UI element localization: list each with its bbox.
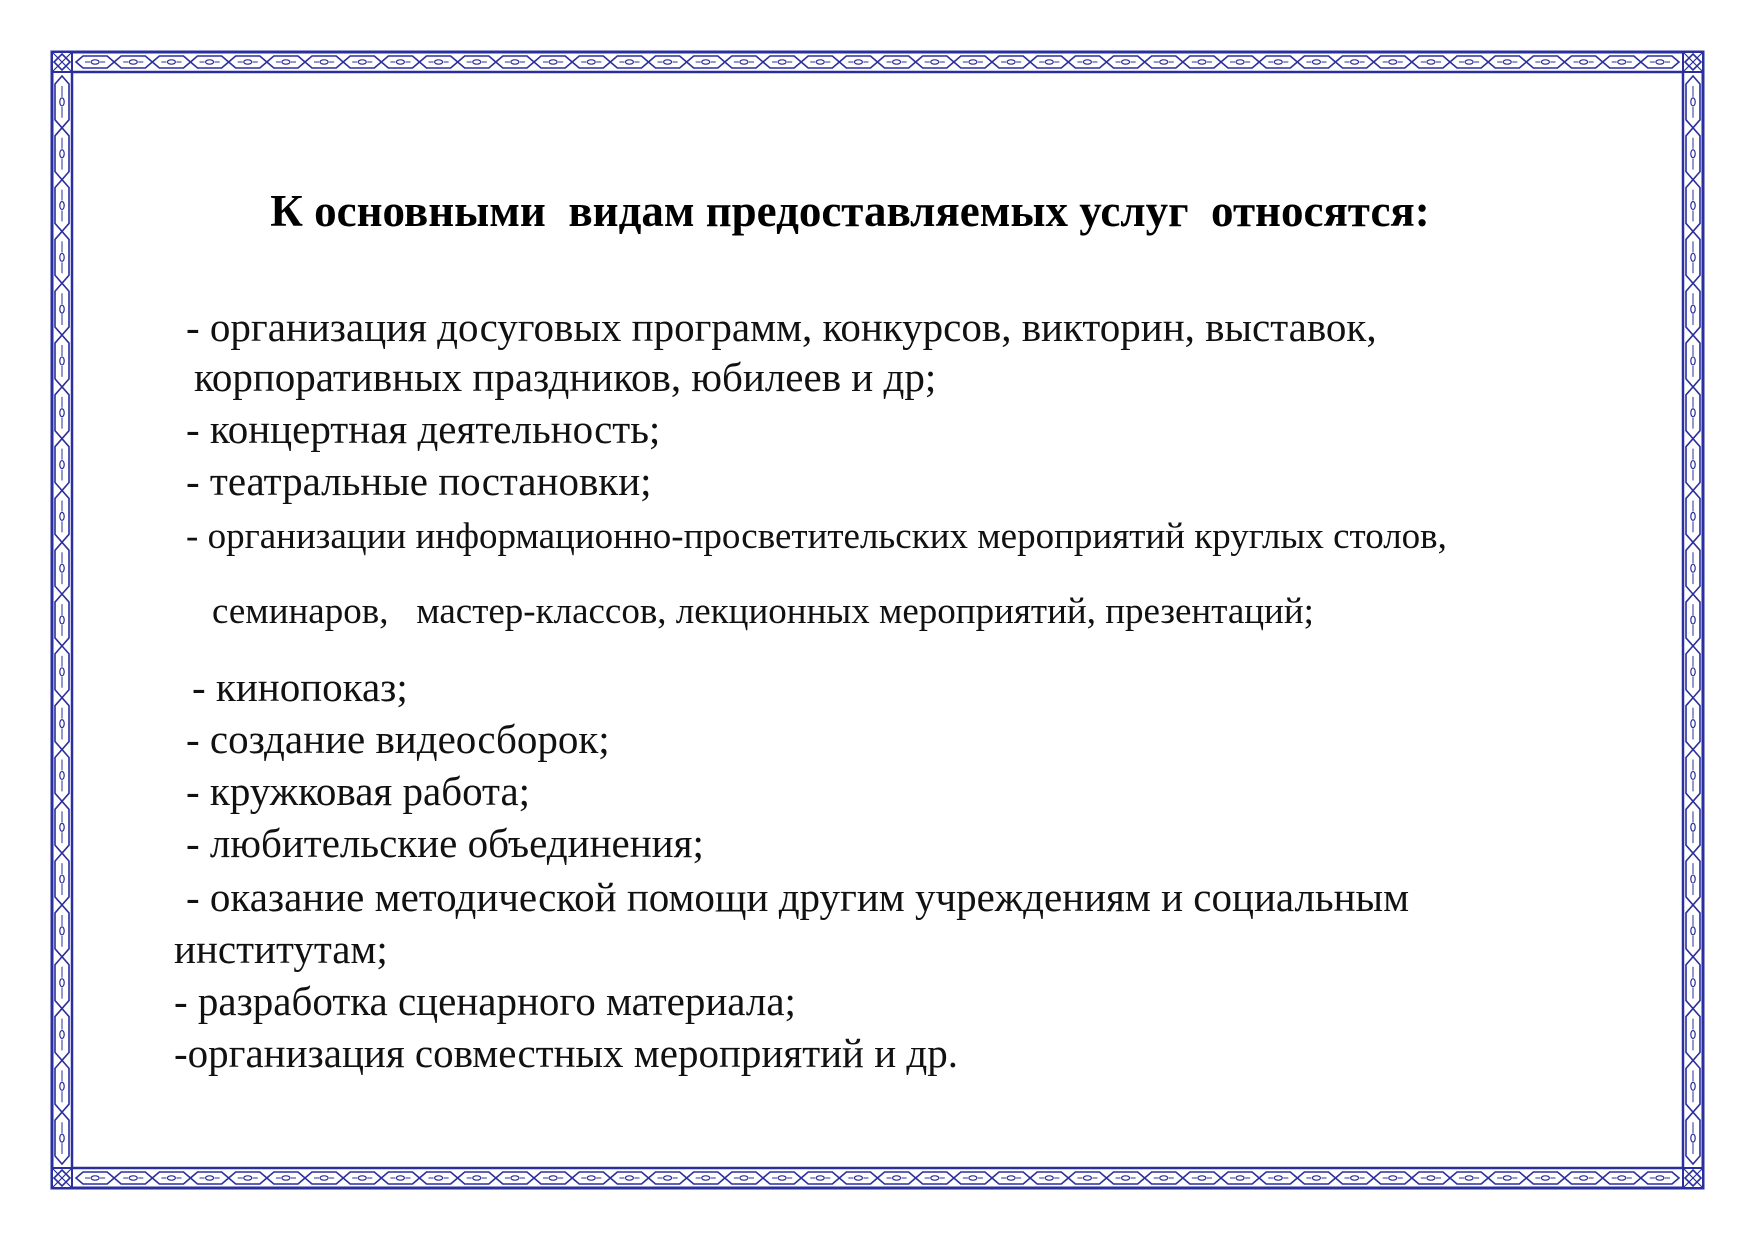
service-line-2: корпоративных праздников, юбилеев и др;	[194, 354, 937, 400]
service-line-6: семинаров, мастер-классов, лекционных мероприятий, презентаций;	[212, 591, 1314, 632]
service-line-1: - организация досуговых программ, конкурсов, викторин, выставок,	[186, 304, 1377, 350]
service-line-8: - создание видеосборок;	[186, 716, 610, 762]
service-line-9: - кружковая работа;	[186, 768, 531, 814]
service-line-11: - оказание методической помощи другим учреждениям и социальным	[186, 874, 1410, 920]
document-title: К основными видам предоставляемых услуг относятся:	[270, 186, 1430, 236]
service-line-3: - концертная деятельность;	[186, 406, 661, 452]
service-line-7: - кинопоказ;	[192, 664, 408, 710]
service-line-12: институтам;	[174, 926, 388, 972]
service-line-10: - любительские объединения;	[186, 820, 704, 866]
service-line-13: - разработка сценарного материала;	[174, 978, 796, 1024]
service-line-4: - театральные постановки;	[186, 458, 652, 504]
service-line-14: -организация совместных мероприятий и др.	[174, 1030, 959, 1076]
service-line-5: - организации информационно-просветительских мероприятий круглых столов,	[186, 516, 1447, 557]
